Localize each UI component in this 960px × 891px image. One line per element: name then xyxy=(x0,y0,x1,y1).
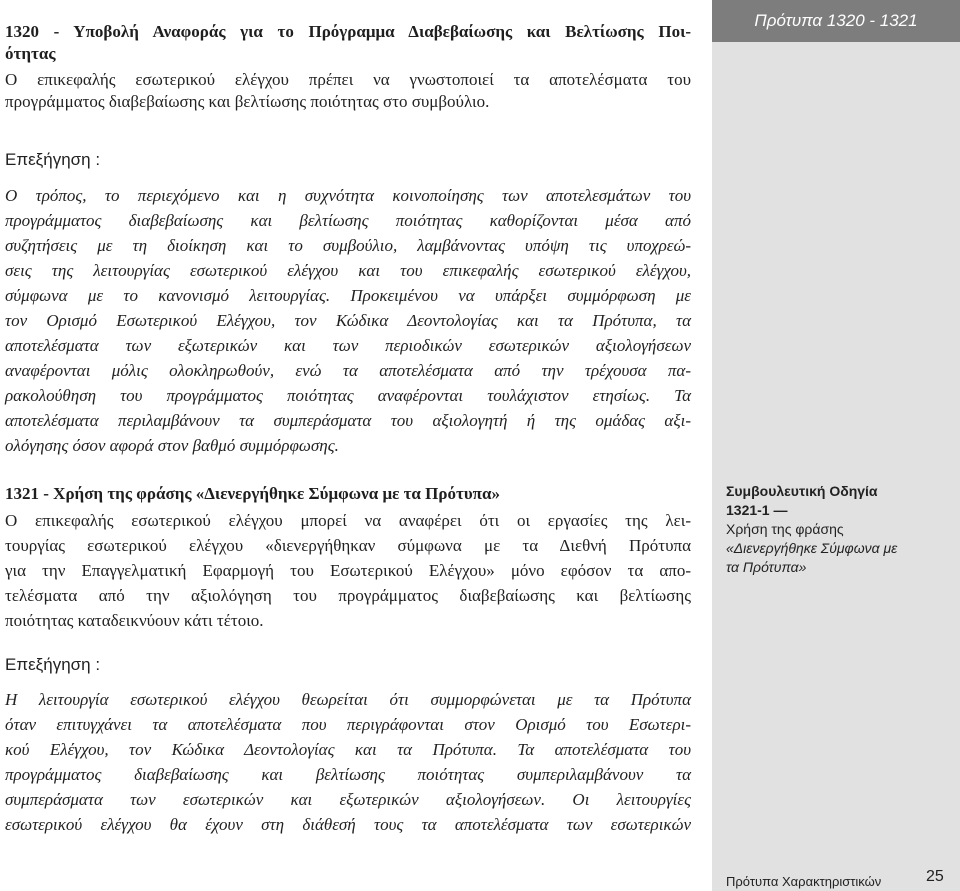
explanation-line: όταν επιτυγχάνει τα αποτελέσματα που περιγράφονται στον Ορισμό του Εσωτερι- xyxy=(5,715,691,734)
practice-advisory-code: 1321-1 — xyxy=(726,502,788,518)
explanation-line: εσωτερικού ελέγχου θα έχουν στη διάθεσή τους τα αποτελέσματα των εσωτερικών xyxy=(5,815,691,834)
section-1320-title-line1: 1320 - Υποβολή Αναφοράς για το Πρόγραμμα Διαβεβαίωσης και Βελτίωσης Ποι- xyxy=(5,22,691,41)
page-number: 25 xyxy=(926,868,944,885)
explanation-line: συζητήσεις με τη διοίκηση και το συμβούλιο, λαμβάνοντας υπόψη τις υποχρεώ- xyxy=(5,236,691,255)
practice-advisory-line1: Χρήση της φράσης xyxy=(726,521,844,537)
explanation-line: σεις της λειτουργίας εσωτερικού ελέγχου και του επικεφαλής εσωτερικού ελέγχου, xyxy=(5,261,691,280)
section-1320-title xyxy=(5,21,691,65)
explanation-line: τον Ορισμό Εσωτερικού Ελέγχου, τον Κώδικα Δεοντολογίας και τα Πρότυπα, τα xyxy=(5,311,691,330)
sidebar-column xyxy=(712,0,960,891)
section-1320-body-line2: προγράμματος διαβεβαίωσης και βελτίωσης ποιότητας στο συμβούλιο. xyxy=(5,92,490,111)
explanation-line: προγράμματος διαβεβαίωσης και βελτίωσης ποιότητας συμπεριλαμβάνουν τα xyxy=(5,765,691,784)
section-1321-explanation-label: Επεξήγηση : xyxy=(5,655,101,674)
section-1321-title: 1321 - Χρήση της φράσης «Διενεργήθηκε Σύμφωνα με τα Πρότυπα» xyxy=(5,484,500,503)
body-line: Ο επικεφαλής εσωτερικού ελέγχου μπορεί να αναφέρει ότι οι εργασίες της λει- xyxy=(5,511,691,530)
explanation-line: αποτελέσματα περιλαμβάνουν τα συμπεράσματα του αξιολογητή ή της ομάδας αξι- xyxy=(5,411,691,430)
section-1321-body xyxy=(5,508,691,633)
section-1320-body xyxy=(5,69,691,113)
practice-advisory-line2: «Διενεργήθηκε Σύμφωνα με xyxy=(726,540,898,556)
explanation-line: σύμφωνα με το κανονισμό λειτουργίας. Προκειμένου να υπάρξει συμμόρφωση με xyxy=(5,286,691,305)
explanation-line: κού Ελέγχου, τον Κώδικα Δεοντολογίας και τα Πρότυπα. Τα αποτελέσματα του xyxy=(5,740,691,759)
explanation-line: Η λειτουργία εσωτερικού ελέγχου θεωρείται ότι συμμορφώνεται με τα Πρότυπα xyxy=(5,690,691,709)
section-1321-explanation xyxy=(5,687,691,837)
body-line: ποιότητας καταδεικνύουν κάτι τέτοιο. xyxy=(5,611,264,630)
explanation-line: αναφέρονται μόλις ολοκληρωθούν, ενώ τα αποτελέσματα από την τρέχουσα πα- xyxy=(5,361,691,380)
footer-book-title: Πρότυπα Χαρακτηριστικών xyxy=(726,874,882,889)
section-1320-explanation xyxy=(5,183,691,458)
body-line: για την Επαγγελματική Εφαρμογή του Εσωτερικού Ελέγχου» μόνο εφόσον τα απο- xyxy=(5,561,691,580)
body-line: τελέσματα από την αξιολόγηση του προγράμματος διαβεβαίωσης και βελτίωσης xyxy=(5,586,691,605)
explanation-line: Ο τρόπος, το περιεχόμενο και η συχνότητα κοινοποίησης των αποτελεσμάτων του xyxy=(5,186,691,205)
standards-range-header: Πρότυπα 1320 - 1321 xyxy=(712,0,960,42)
explanation-line: προγράμματος διαβεβαίωσης και βελτίωσης ποιότητας καθορίζονται μέσα από xyxy=(5,211,691,230)
section-1320-body-line1: Ο επικεφαλής εσωτερικού ελέγχου πρέπει να γνωστοποιεί τα αποτελέσματα του xyxy=(5,70,691,89)
explanation-line: αποτελέσματα των εξωτερικών και των περιοδικών εσωτερικών αξιολογήσεων xyxy=(5,336,691,355)
explanation-line: ρακολούθηση του προγράμματος ποιότητας αναφέρονται τουλάχιστον ετησίως. Τα xyxy=(5,386,691,405)
section-1320-explanation-label: Επεξήγηση : xyxy=(5,150,101,169)
practice-advisory-title: Συμβουλευτική Οδηγία xyxy=(726,483,878,499)
section-1320-title-line2: ότητας xyxy=(5,44,56,63)
practice-advisory-note xyxy=(726,482,946,577)
explanation-line: συμπεράσματα των εσωτερικών και εξωτερικών αξιολογήσεων. Οι λειτουργίες xyxy=(5,790,691,809)
explanation-line: ολόγησης όσον αφορά στον βαθμό συμμόρφωσης. xyxy=(5,436,339,455)
body-line: τουργίας εσωτερικού ελέγχου «διενεργήθηκαν σύμφωνα με τα Διεθνή Πρότυπα xyxy=(5,536,691,555)
practice-advisory-line3: τα Πρότυπα» xyxy=(726,559,807,575)
